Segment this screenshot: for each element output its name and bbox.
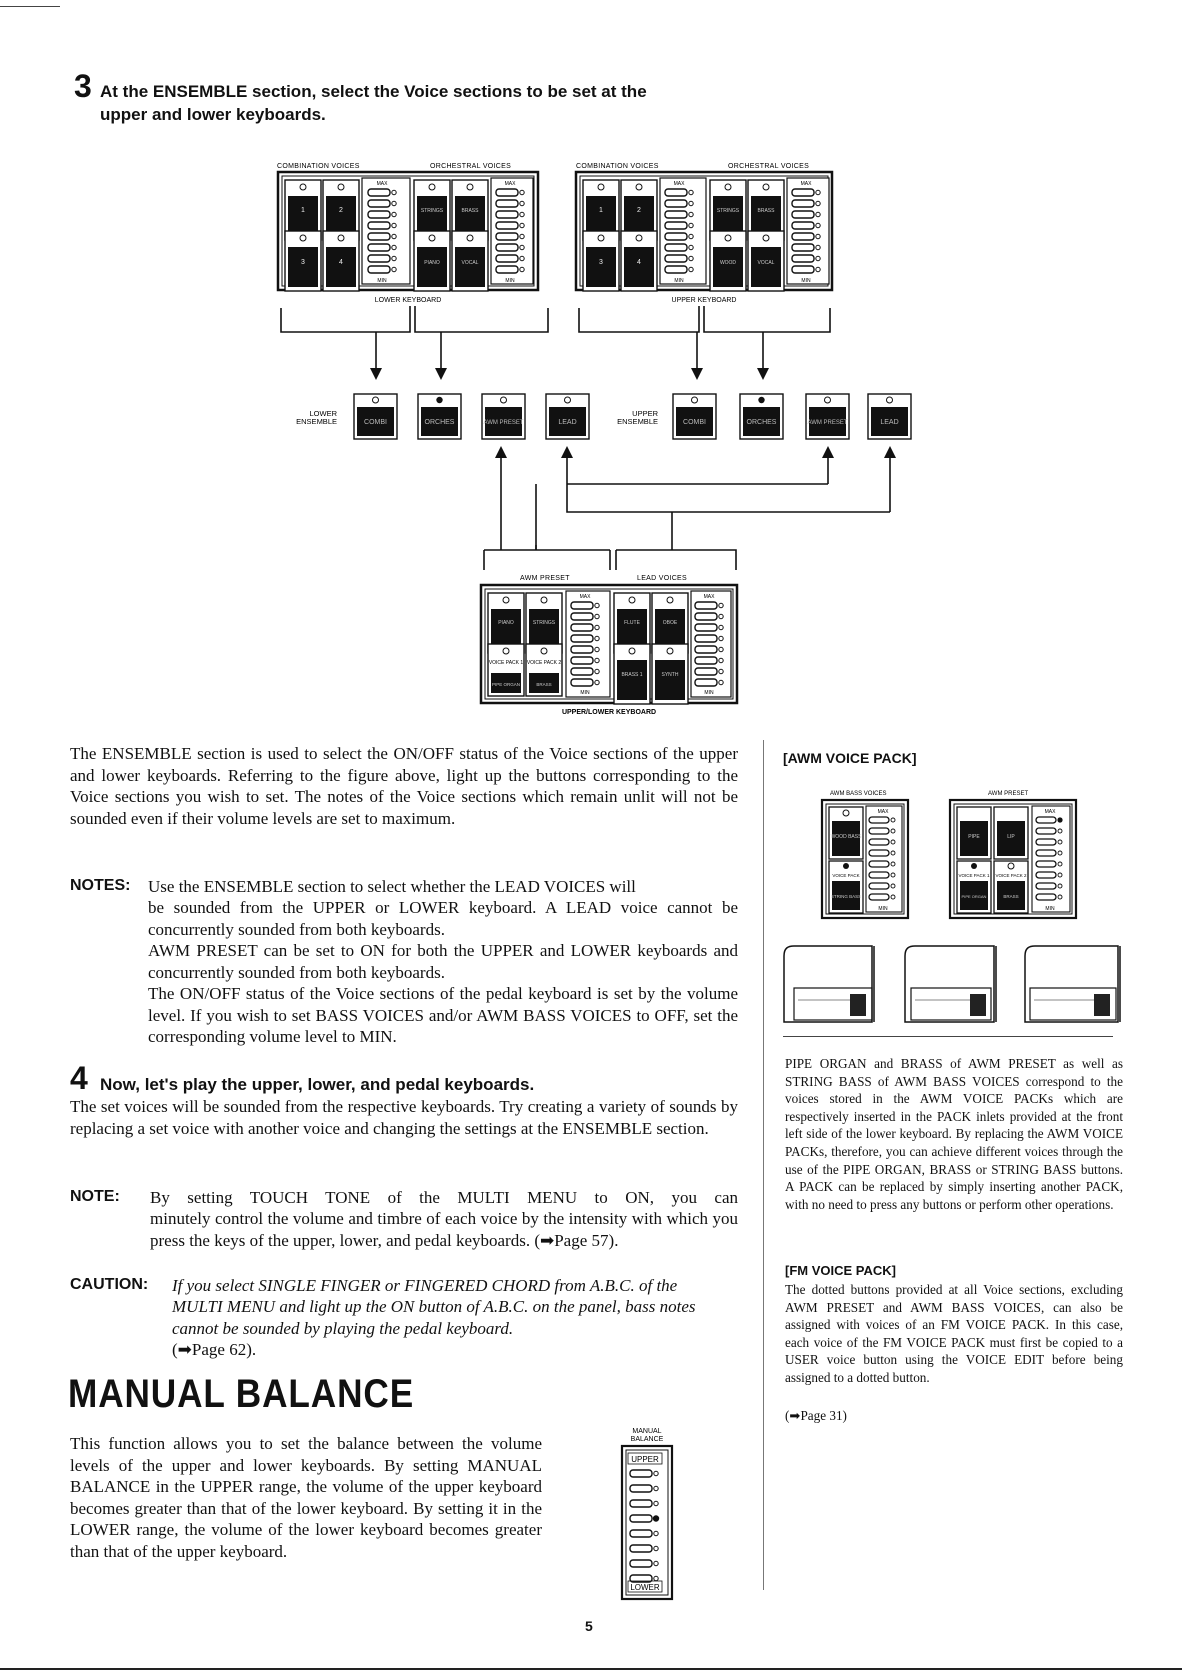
bottom-max-1: MAX <box>579 594 591 600</box>
lower-orches-button <box>418 394 461 439</box>
note-line1: By setting TOUCH TONE of the MULTI MENU to ON, you can <box>150 1188 738 1207</box>
lower-btn-3: 3 <box>301 259 305 266</box>
lower-awm-preset-button <box>482 394 525 439</box>
step4-number: 4 <box>70 1060 88 1096</box>
lower-combi-label: COMBI <box>364 419 387 426</box>
upper-awm-preset-button <box>806 394 849 439</box>
upper-combi-label: COMBI <box>683 419 706 426</box>
upper-voice-panel <box>576 163 832 304</box>
caution-label: CAUTION: <box>70 1276 149 1293</box>
voice-pack-cartridges <box>780 940 1130 1030</box>
awm-voice-pack-heading: [AWM VOICE PACK] <box>783 750 917 766</box>
upper-awm-label: AWM PRESET <box>807 420 848 426</box>
bottom-btn-piano: PIANO <box>498 620 514 626</box>
upper-orches-button <box>740 394 783 439</box>
lower-keyboard-label: LOWER KEYBOARD <box>374 297 442 304</box>
awm-preset-sidebar-label: AWM PRESET <box>988 791 1029 797</box>
lower-ensemble-row <box>296 394 589 439</box>
manual-balance-fig-label-1: MANUAL <box>632 1428 662 1435</box>
lower-orchestral-label: ORCHESTRAL VOICES <box>430 163 512 170</box>
notes-para3: The ON/OFF status of the Voice sections of the pedal keyboard is set by the volume level. If you wish to set BASS VOICES and/or AWM BASS VOICES to OFF, set the corresponding volume level to MIN. <box>148 984 738 1046</box>
upper-max-2: MAX <box>800 181 812 187</box>
upper-btn-3: 3 <box>599 259 603 266</box>
upper-ensemble-row <box>617 394 911 439</box>
cartridge-1 <box>784 946 874 1022</box>
bottom-btn-synth: SYNTH <box>661 672 679 678</box>
ensemble-paragraph: The ENSEMBLE section is used to select the ON/OFF status of the Voice sections of the upper and lower keyboards. Referring to the figure above, light up the buttons corresponding to the Voice sections you wish to set. The notes of the Voice sections which remain unlit will not be sounded even if their volume levels are set to maximum. <box>70 744 738 828</box>
caution-line1: If you select SINGLE FINGER or FINGERED CHORD from A.B.C. of the <box>172 1276 678 1295</box>
step4-paragraph: The set voices will be sounded from the respective keyboards. Try creating a variety of sounds by replacing a set voice with another voice and changing the settings at the ENSEMBLE section. <box>70 1097 738 1138</box>
wood-bass-label: WOOD BASS <box>830 834 862 840</box>
awm-bass-voices-label: AWM BASS VOICES <box>830 791 887 797</box>
manual-balance-title: MANUAL BALANCE <box>68 1372 415 1416</box>
note-rest: minutely control the volume and timbre of each voice by the intensity with which you press the keys of the upper, lower, and pedal keyboards. (➡Page 57). <box>150 1209 738 1250</box>
lower-combi-button <box>354 394 397 439</box>
pipe-label: PIPE <box>968 834 980 840</box>
lower-btn-1: 1 <box>301 207 305 214</box>
note-label: NOTE: <box>70 1188 120 1205</box>
upper-btn-2: 2 <box>637 207 641 214</box>
lead-voices-label: LEAD VOICES <box>637 575 687 582</box>
upper-combination-label: COMBINATION VOICES <box>576 163 659 170</box>
upper-ensemble-label-1: UPPER <box>632 409 658 418</box>
lower-lead-button <box>546 394 589 439</box>
notes-line1: Use the ENSEMBLE section to select whether the LEAD VOICES will <box>148 877 636 896</box>
step-number: 3 <box>74 68 92 104</box>
lower-max-2: MAX <box>504 181 516 187</box>
caution-rest: MULTI MENU and light up the ON button of A.B.C. on the panel, bass notes cannot be sounded by playing the pedal keyboard. <box>172 1297 696 1338</box>
voice-pack-label: VOICE PACK <box>832 873 860 878</box>
bottom-min-1: MIN <box>580 690 590 696</box>
lower-lead-label: LEAD <box>558 419 577 426</box>
sidebar-rule <box>783 1036 1113 1037</box>
upper-keyboard-label: UPPER KEYBOARD <box>671 297 737 304</box>
voice-pack-1-label: VOICE PACK 1 <box>488 660 524 666</box>
fm-paragraph: The dotted buttons provided at all Voice sections, excluding AWM PRESET and AWM BASS VOICES, can also be assigned with voices of an FM VOICE PACK. In this case, each voice of the FM VOICE PACK must first be copied to a USER voice button using the VOICE EDIT before being assigned to a dotted button. <box>785 1282 1123 1385</box>
fm-page-ref: (➡Page 31) <box>785 1408 847 1423</box>
scan-mark-top <box>0 6 60 7</box>
upper-btn-4: 4 <box>637 259 641 266</box>
upper-combi-button <box>673 394 716 439</box>
awm-voice-pack-figure <box>780 780 1110 930</box>
bottom-min-2: MIN <box>704 690 714 696</box>
lower-btn-vocal: VOCAL <box>461 260 479 266</box>
upper-btn-wood: WOOD <box>719 260 737 266</box>
manual-balance-figure <box>600 1425 680 1605</box>
voice-pack-1-sidebar: VOICE PACK 1 <box>958 873 990 878</box>
upper-orchestral-label: ORCHESTRAL VOICES <box>728 163 810 170</box>
cartridge-3 <box>1025 946 1120 1022</box>
manual-balance-upper: UPPER <box>631 1455 659 1464</box>
cartridge-2 <box>905 946 996 1022</box>
lip-label: LIP <box>1007 834 1015 840</box>
bottom-btn-oboe: OBOE <box>662 620 678 626</box>
lower-ensemble-label-1: LOWER <box>309 409 337 418</box>
lower-btn-4: 4 <box>339 259 343 266</box>
upper-btn-vocal: VOCAL <box>757 260 775 266</box>
manual-balance-fig-label-2: BALANCE <box>630 1436 664 1443</box>
notes-para2: AWM PRESET can be set to ON for both the UPPER and LOWER keyboards and concurrently sounded from both keyboards. <box>148 941 738 982</box>
step-title-line1: At the ENSEMBLE section, select the Voice sections to be set at the <box>100 82 647 101</box>
upper-btn-brass: BRASS <box>757 208 775 214</box>
pipe-organ-label: PIPE ORGAN <box>961 894 987 899</box>
upper-min-1: MIN <box>674 278 684 284</box>
awm-preset-label: AWM PRESET <box>520 575 570 582</box>
upper-lower-keyboard-label: UPPER/LOWER KEYBOARD <box>561 709 657 716</box>
notes-para1: be sounded from the UPPER or LOWER keyboard. A LEAD voice cannot be concurrently sounded from both keyboards. <box>148 898 738 939</box>
bottom-btn-brass: BRASS <box>536 682 552 687</box>
lower-min-1: MIN <box>377 278 387 284</box>
lower-min-2: MIN <box>505 278 515 284</box>
lower-btn-strings: STRINGS <box>420 208 444 214</box>
upper-btn-1: 1 <box>599 207 603 214</box>
upper-lead-button <box>868 394 911 439</box>
bottom-max-2: MAX <box>703 594 715 600</box>
sidebar-min-1: MIN <box>878 906 888 912</box>
manual-balance-slider[interactable] <box>630 1470 659 1582</box>
column-divider <box>763 740 764 1590</box>
caution-page: (➡Page 62). <box>172 1340 257 1359</box>
bottom-btn-flute: FLUTE <box>624 620 640 626</box>
lower-max-1: MAX <box>376 181 388 187</box>
sidebar-max-2: MAX <box>1044 809 1056 815</box>
upper-ensemble-label-2: ENSEMBLE <box>617 417 658 426</box>
page-number: 5 <box>585 1618 593 1634</box>
upper-lower-voice-panel <box>481 575 737 716</box>
awm-paragraph: PIPE ORGAN and BRASS of AWM PRESET as well as STRING BASS of AWM BASS VOICES correspond to the voices stored in the AWM VOICE PACKs which are respectively inserted in the PACK inlets provided at the front left side of the lower keyboard. By replacing the AWM VOICE PACKs, therefore, you can achieve different voices through the use of the PIPE ORGAN, BRASS or STRING BASS buttons. A PACK can be replaced by simply inserting another PACK, with no need to press any buttons or perform other operations. <box>785 1056 1123 1212</box>
string-bass-label: STRING BASS <box>830 894 862 899</box>
lower-btn-piano: PIANO <box>424 260 440 266</box>
lower-voice-panel <box>277 163 538 304</box>
lower-awm-label: AWM PRESET <box>483 420 524 426</box>
ensemble-diagram <box>0 0 1182 720</box>
bottom-btn-strings: STRINGS <box>532 620 556 626</box>
brass-label: BRASS <box>1003 894 1019 899</box>
upper-btn-strings: STRINGS <box>716 208 740 214</box>
lower-btn-2: 2 <box>339 207 343 214</box>
manual-balance-lower: LOWER <box>630 1583 660 1592</box>
lower-btn-brass: BRASS <box>461 208 479 214</box>
upper-min-2: MIN <box>801 278 811 284</box>
voice-pack-2-label: VOICE PACK 2 <box>526 660 562 666</box>
fm-voice-pack-heading: [FM VOICE PACK] <box>785 1263 896 1278</box>
lower-combination-label: COMBINATION VOICES <box>277 163 360 170</box>
step-title-line2: upper and lower keyboards. <box>100 105 326 124</box>
bottom-btn-brass1: BRASS 1 <box>621 672 643 678</box>
scan-mark-bottom <box>0 1668 1182 1670</box>
lower-orches-label: ORCHES <box>424 419 455 426</box>
notes-label: NOTES: <box>70 877 131 894</box>
upper-max-1: MAX <box>673 181 685 187</box>
voice-pack-2-sidebar: VOICE PACK 2 <box>995 873 1027 878</box>
sidebar-min-2: MIN <box>1045 906 1055 912</box>
manual-balance-paragraph: This function allows you to set the balance between the volume levels of the upper and lower keyboards. By setting MANUAL BALANCE in the UPPER range, the volume of the upper keyboard becomes greater than that of the lower keyboard. By setting it in the LOWER range, the volume of the lower keyboard becomes greater than that of the upper keyboard. <box>70 1434 542 1561</box>
upper-orches-label: ORCHES <box>746 419 777 426</box>
sidebar-max-1: MAX <box>877 809 889 815</box>
bottom-btn-pipe-organ: PIPE ORGAN <box>491 682 521 687</box>
lower-ensemble-label-2: ENSEMBLE <box>296 417 337 426</box>
upper-lead-label: LEAD <box>880 419 899 426</box>
step4-title: Now, let's play the upper, lower, and pedal keyboards. <box>100 1075 535 1094</box>
